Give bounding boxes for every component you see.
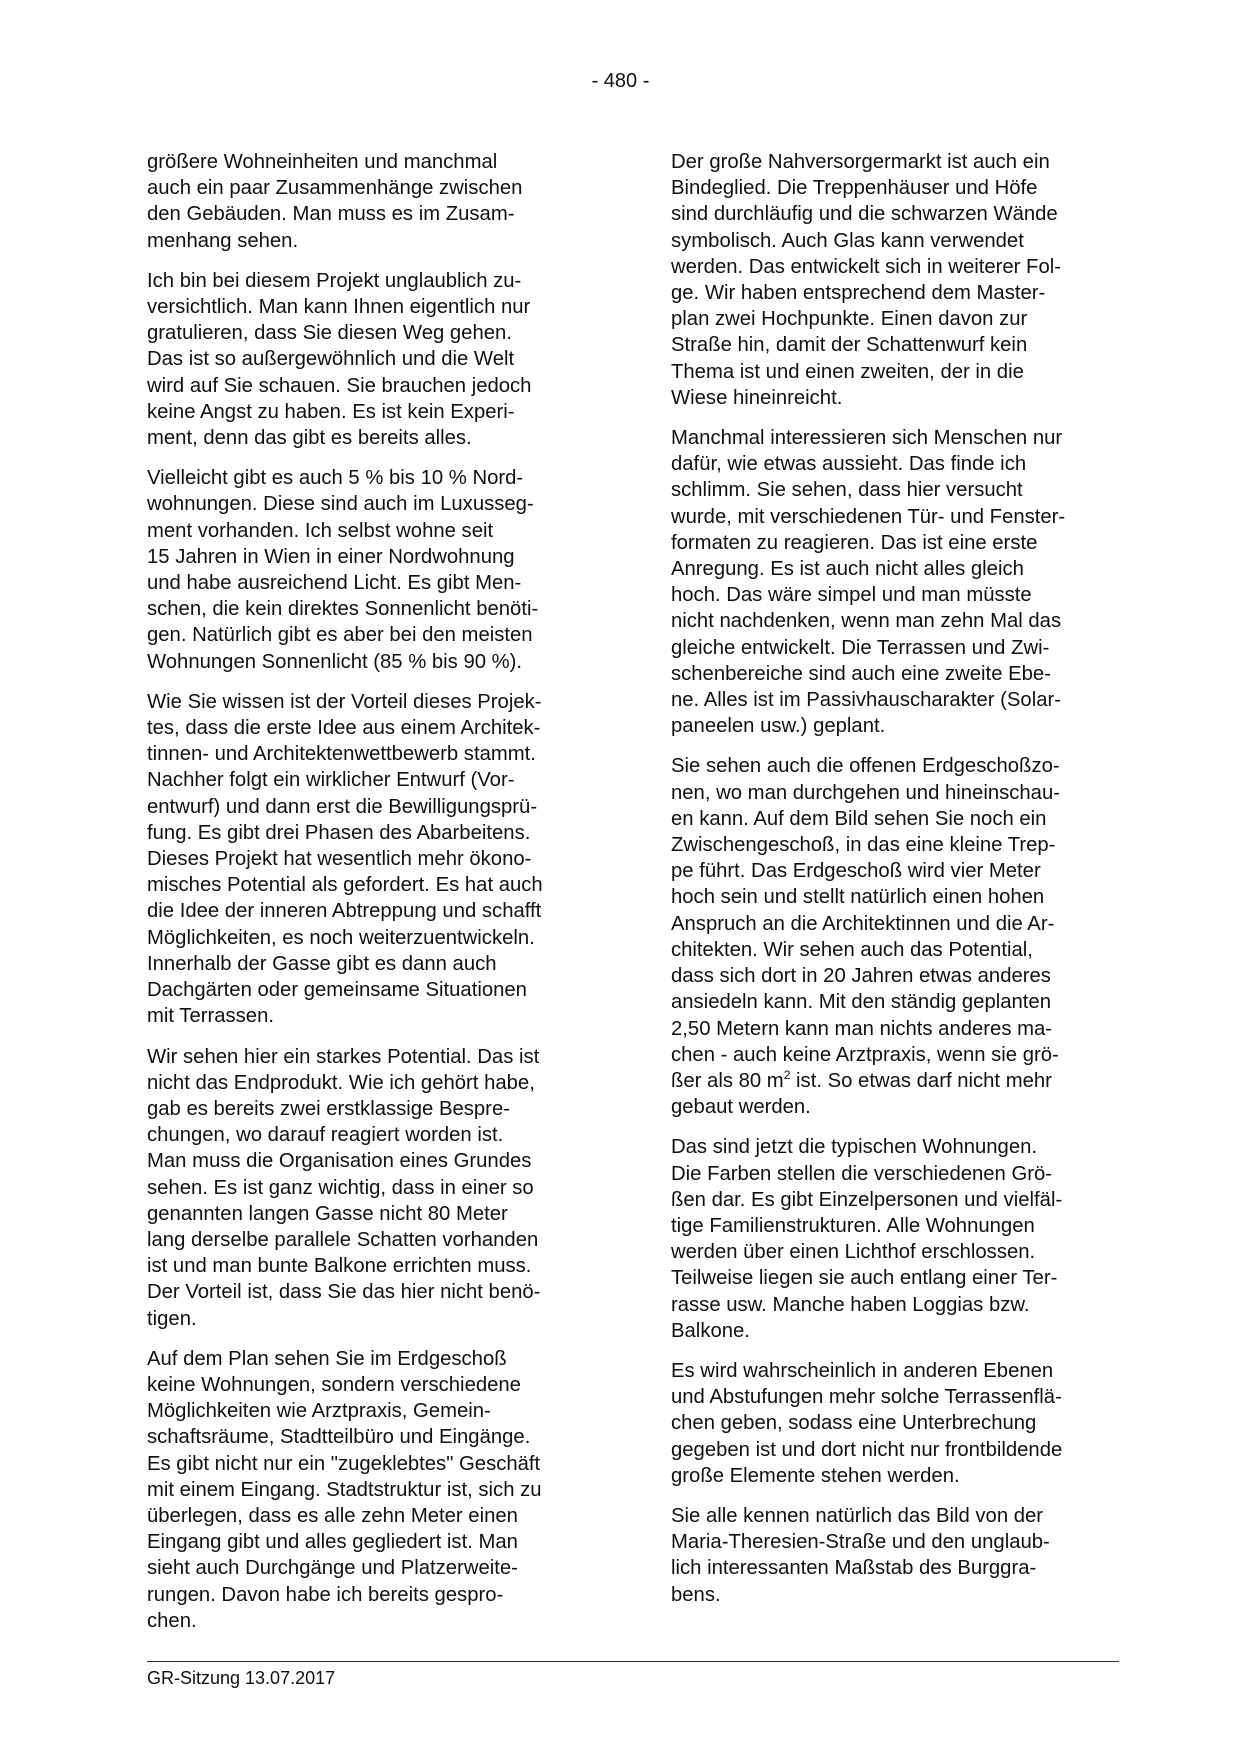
right-paragraph-2: Manchmal interessieren sich Menschen nur dafür, wie etwas aussieht. Das finde ich schlimm. Sie sehen, dass hier versucht wurde, mit verschiedenen Tür- und Fenster- formaten zu reagieren. Das ist eine erste Anregung. Es ist auch nicht alles gleich hoch. Das wäre simpel und man müsste nicht nachdenken, wenn man zehn Mal das gleiche entwickelt. Die Terrassen und Zwi- schenbereiche sind auch eine zweite Ebe- ne. Alles ist im Passivhauscharakter (Solar- paneelen usw.) geplant. — [671, 427, 1066, 738]
footer-session-date: GR-Sitzung 13.07.2017 — [147, 1668, 336, 1688]
right-paragraph-6: Sie alle kennen natürlich das Bild von der Maria-Theresien-Straße und den unglaub- lich interessanten Maßstab des Burggra- bens. — [671, 1504, 1050, 1606]
right-paragraph-5: Es wird wahrscheinlich in anderen Ebenen und Abstufungen mehr solche Terrassenflä- chen geben, sodass eine Unterbrechung gegeben ist und dort nicht nur frontbildende große Elemente stehen werden. — [671, 1359, 1063, 1487]
left-paragraph-1: größere Wohneinheiten und manchmal auch ein paar Zusammenhänge zwischen den Gebäuden. Man muss es im Zusam- menhang sehen. — [147, 151, 523, 252]
left-column — [147, 149, 592, 1648]
left-paragraph-5: Wir sehen hier ein starkes Potential. Das ist nicht das Endprodukt. Wie ich gehört habe, gab es bereits zwei erstklassige Bespre- chungen, wo darauf reagiert worden ist. Man muss die Organisation eines Grundes sehen. Es ist ganz wichtig, dass in einer so genannten langen Gasse nicht 80 Meter lang derselbe parallele Schatten vorhanden ist und man bunte Balkone errichten muss. Der Vorteil ist, dass Sie das hier nicht benö- tigen. — [147, 1045, 541, 1330]
left-paragraph-2: Ich bin bei diesem Projekt unglaublich zu- versichtlich. Man kann Ihnen eigentlich nur gratulieren, dass Sie diesen Weg gehen. Das ist so außergewöhnlich und die Welt wird auf Sie schauen. Sie brauchen jedoch keine Angst zu haben. Es ist kein Experi- ment, denn das gibt es bereits alles. — [147, 269, 532, 450]
left-paragraph-3: Vielleicht gibt es auch 5 % bis 10 % Nord- wohnungen. Diese sind auch im Luxusseg- ment vorhanden. Ich selbst wohne seit 15 Jahren in Wien in einer Nordwohnung und habe ausreichend Licht. Es gibt Men- schen, die kein direktes Sonnenlicht benöti- gen. Natürlich gibt es aber bei den meisten Wohnungen Sonnenlicht (85 % bis 90 %). — [147, 467, 539, 673]
right-paragraph-3: Sie sehen auch die offenen Erdgeschoßzo- nen, wo man durchgehen und hineinschau- en kann. Auf dem Bild sehen Sie noch ein Zwischengeschoß, in das eine kleine Trep- pe führt. Das Erdgeschoß wird vier Meter hoch sein und stellt natürlich einen hohen Anspruch an die Architektinnen und die Ar- chitekten. Wir sehen auch das Potential, dass sich dort in 20 Jahren etwas anderes ansiedeln kann. Mit den ständig geplanten 2,50 Metern kann man nichts anderes ma- chen - auch keine Arztpraxis, wenn sie grö- ßer als 80 $m^2$ ist. So etwas darf nicht mehr gebaut werden. — [671, 755, 1060, 1119]
footer-divider — [147, 1661, 1119, 1662]
right-paragraph-4: Das sind jetzt die typischen Wohnungen. Die Farben stellen die verschiedenen Grö- ßen dar. Es gibt Einzelpersonen und vielfäl- tige Familienstrukturen. Alle Wohnungen werden über einen Lichthof erschlossen. Teilweise liegen sie auch entlang einer Ter- rasse usw. Manche haben Loggias bzw. Balkone. — [671, 1136, 1063, 1342]
right-paragraph-1: Der große Nahversorgermarkt ist auch ein Bindeglied. Die Treppenhäuser und Höfe sind durchläufig und die schwarzen Wände symbolisch. Auch Glas kann verwendet werden. Das entwickelt sich in weiterer Fol- ge. Wir haben entsprechend dem Master- plan zwei Hochpunkte. Einen davon zur Straße hin, damit der Schattenwurf kein Thema ist und einen zweiten, der in die Wiese hineinreicht. — [671, 151, 1061, 409]
left-paragraph-6: Auf dem Plan sehen Sie im Erdgeschoß keine Wohnungen, sondern verschiedene Möglichkeiten wie Arztpraxis, Gemein- schaftsräume, Stadtteilbüro und Eingänge. Es gibt nicht nur ein "zugeklebtes" Geschäft mit einem Eingang. Stadtstruktur ist, sich zu überlegen, dass es alle zehn Meter einen Eingang gibt und alles gegliedert ist. Man sieht auch Durchgänge und Platzerweite- rungen. Davon habe ich bereits gespro- chen. — [147, 1347, 542, 1632]
square-meter-superscript: 2 — [783, 1067, 791, 1082]
page-number: - 480 - — [591, 70, 650, 92]
right-column — [671, 149, 1116, 1622]
left-paragraph-4: Wie Sie wissen ist der Vorteil dieses Projek- tes, dass die erste Idee aus einem Architek- tinnen- und Architektenwettbewerb stammt. Nachher folgt ein wirklicher Entwurf (Vor- entwurf) und dann erst die Bewilligungsprü- fung. Es gibt drei Phasen des Abarbeitens. Dieses Projekt hat wesentlich mehr ökono- misches Potential als gefordert. Es hat auch die Idee der inneren Abtreppung und schafft Möglichkeiten, es noch weiterzuentwickeln. Innerhalb der Gasse gibt es dann auch Dachgärten oder gemeinsame Situationen mit Terrassen. — [147, 690, 543, 1028]
